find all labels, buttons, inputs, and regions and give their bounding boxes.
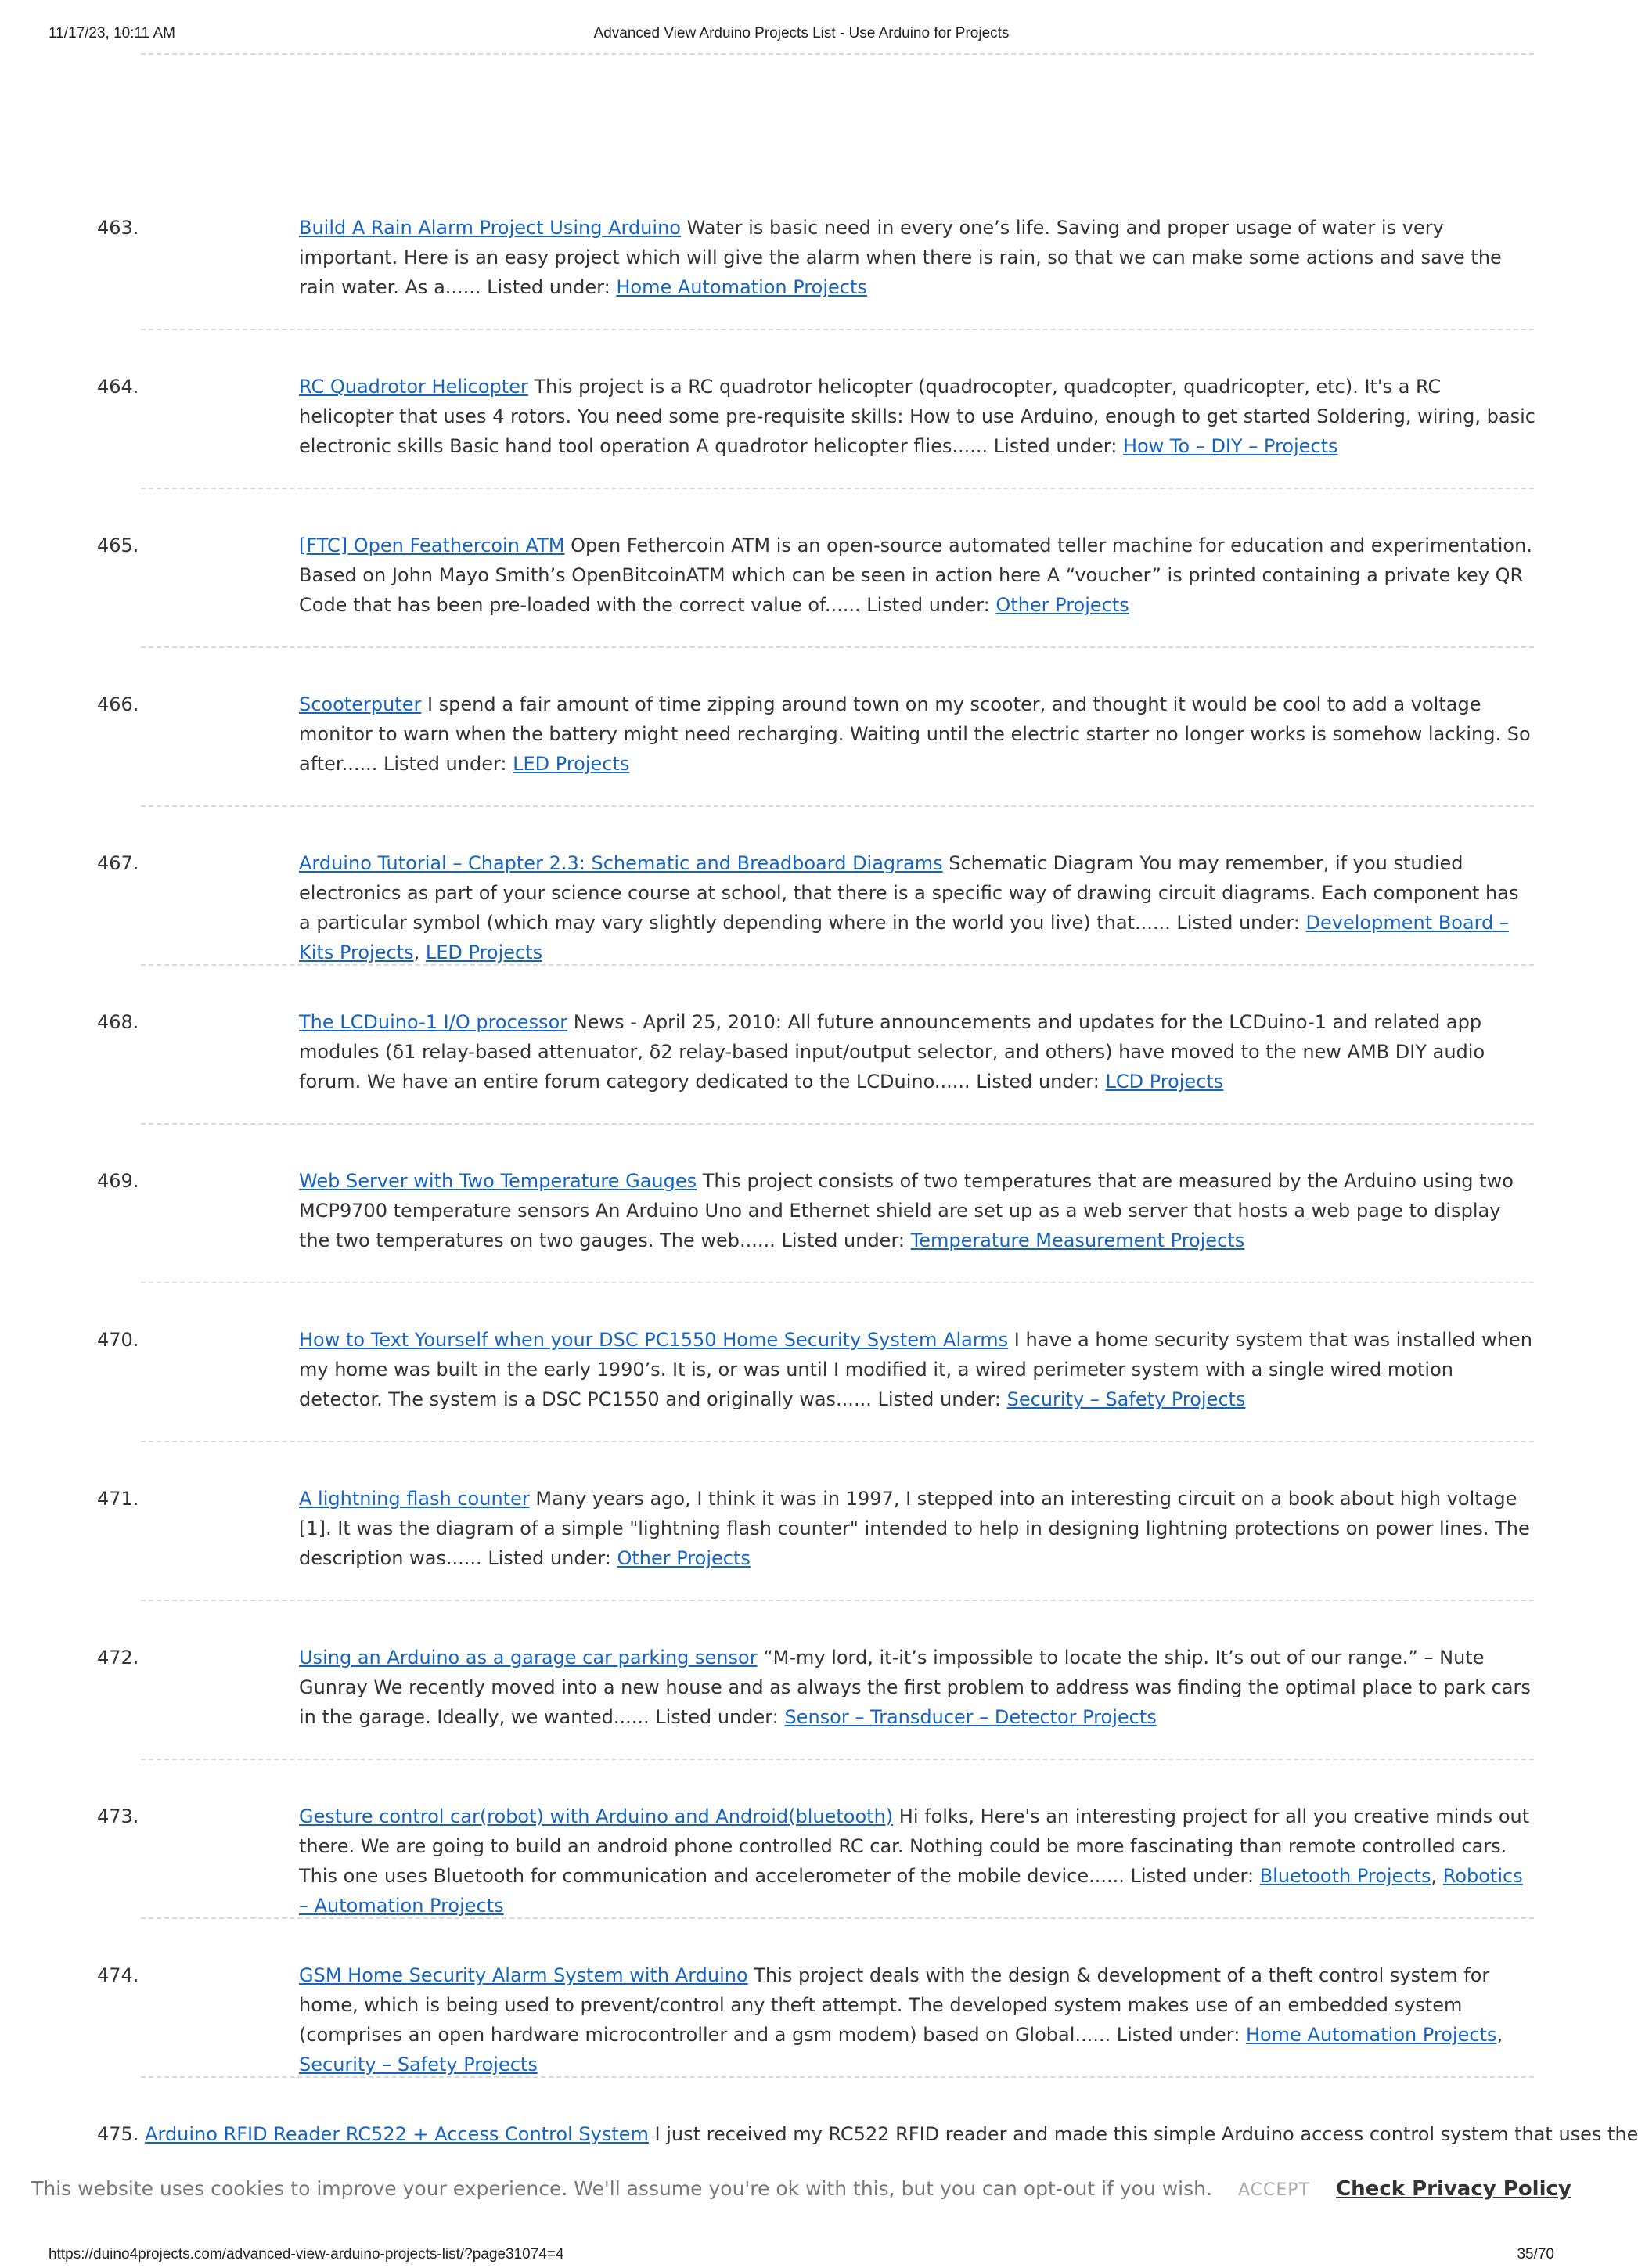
entry-excerpt: Water is basic need in every one’s life. Saving and proper usage of water is very important. Here is an easy project which will give the alarm when there is rain, so that we can make some actions and save the rain water. As a...... Listed under: xyxy=(299,217,1502,298)
entry-divider xyxy=(141,805,1534,807)
category-link[interactable]: How To – DIY – Projects xyxy=(1122,435,1338,457)
entry-divider xyxy=(141,1759,1534,1760)
project-title-link[interactable]: Using an Arduino as a garage car parking sensor xyxy=(299,1647,758,1669)
print-page-number: 35/70 xyxy=(1517,2246,1554,2263)
print-footer xyxy=(49,2246,1554,2265)
category-link[interactable]: Security – Safety Projects xyxy=(1006,1388,1246,1410)
print-page-title: Advanced View Arduino Projects List - Use Arduino for Projects xyxy=(593,25,1010,41)
project-title-link[interactable]: Web Server with Two Temperature Gauges xyxy=(299,1170,697,1192)
project-title-link[interactable]: RC Quadrotor Helicopter xyxy=(299,376,528,398)
entry-excerpt: News - April 25, 2010: All future announcements and updates for the LCDuino-1 and related app modules (δ1 relay-based attenuator, δ2 relay-based input/output selector, and others) have moved to the new AMB DIY audio forum. We have an entire forum category dedicated to the LCDuino...... Listed under: xyxy=(299,1011,1485,1093)
privacy-policy-link[interactable]: Check Privacy Policy xyxy=(1336,2177,1571,2201)
entry-excerpt: This project is a RC quadrotor helicopter (quadrocopter, quadcopter, quadricopter, etc). It's a RC helicopter that uses 4 rotors. You need some pre-requisite skills: How to use Arduino, enough to get started Soldering, wiring, basic electronic skills Basic hand tool operation A quadrotor helicopter flies...... Listed under: xyxy=(299,376,1535,457)
entry-number: 471. xyxy=(97,1488,139,1510)
entry-number: 473. xyxy=(97,1805,139,1827)
list-item xyxy=(0,531,1603,689)
entry-divider xyxy=(141,1917,1534,1919)
entry-excerpt: Hi folks, Here's an interesting project for all you creative minds out there. We are going to build an android phone controlled RC car. Nothing could be more fascinating than remote controlled cars. This one uses Bluetooth for communication and accelerometer of the mobile device...... Listed under: xyxy=(299,1805,1530,1887)
list-item xyxy=(0,1960,1603,2119)
entry-number: 467. xyxy=(97,852,139,874)
entry-body xyxy=(299,1960,1535,2079)
project-title-link[interactable]: Arduino Tutorial – Chapter 2.3: Schematic and Breadboard Diagrams xyxy=(299,852,943,874)
category-link[interactable]: Other Projects xyxy=(617,1547,751,1569)
entry-number: 472. xyxy=(97,1647,139,1669)
project-title-link[interactable]: GSM Home Security Alarm System with Arduino xyxy=(299,1964,748,1986)
entry-body xyxy=(299,1166,1535,1255)
category-link[interactable]: Security – Safety Projects xyxy=(299,2054,538,2075)
category-link[interactable]: Home Automation Projects xyxy=(616,276,867,298)
entry-excerpt: I just received my RC522 RFID reader and made this simple Arduino access control system that uses the xyxy=(648,2123,1638,2145)
project-title-link[interactable]: The LCDuino-1 I/O processor xyxy=(299,1011,568,1033)
entry-body xyxy=(299,1007,1535,1096)
category-separator: , xyxy=(1496,2024,1503,2046)
list-item xyxy=(0,848,1603,1007)
entry-divider xyxy=(141,1282,1534,1283)
entry-excerpt: Open Fethercoin ATM is an open-source automated teller machine for education and experimentation. Based on John Mayo Smith’s OpenBitcoinATM which can be seen in action here A “voucher” is printed containing a private key QR Code that has been pre-loaded with the correct value of...... Listed under: xyxy=(299,535,1532,616)
category-separator: , xyxy=(413,941,426,963)
entry-excerpt: I have a home security system that was installed when my home was built in the early 1990’s. It is, or was until I modified it, a wired perimeter system with a single wired motion detector. The system is a DSC PC1550 and originally was...... Listed under: xyxy=(299,1329,1532,1410)
entry-number: 466. xyxy=(97,693,139,715)
project-title-link[interactable]: How to Text Yourself when your DSC PC1550 Home Security System Alarms xyxy=(299,1329,1009,1351)
entry-excerpt: This project deals with the design & development of a theft control system for home, which is being used to prevent/control any theft attempt. The developed system makes use of an embedded system (comprises an open hardware microcontroller and a gsm modem) based on Global...... Listed under: xyxy=(299,1964,1490,2046)
print-header xyxy=(49,25,1554,49)
entry-number: 474. xyxy=(97,1964,139,1986)
entry-body xyxy=(299,1802,1535,1921)
entry-number: 465. xyxy=(97,535,139,556)
entry-divider xyxy=(141,488,1534,489)
entry-excerpt: Schematic Diagram You may remember, if you studied electronics as part of your science course at school, that there is a specific way of drawing circuit diagrams. Each component has a particular symbol (which may vary slightly depending where in the world you live) that...... Listed under: xyxy=(299,852,1519,934)
entry-excerpt: This project consists of two temperatures that are measured by the Arduino using two MCP9700 temperature sensors An Arduino Uno and Ethernet shield are set up as a web server that hosts a web page to display the two temperatures on two gauges. The web...... Listed under: xyxy=(299,1170,1514,1251)
entry-body xyxy=(299,1643,1535,1732)
entry-excerpt: I spend a fair amount of time zipping around town on my scooter, and thought it would be cool to add a voltage monitor to warn when the battery might need recharging. Waiting until the electric starter no longer works is somehow lacking. So after...... Listed under: xyxy=(299,693,1531,775)
entry-number: 463. xyxy=(97,217,139,239)
category-link[interactable]: Sensor – Transducer – Detector Projects xyxy=(784,1706,1157,1728)
category-link[interactable]: LED Projects xyxy=(425,941,543,963)
entry-body xyxy=(299,372,1535,461)
entry-body xyxy=(299,213,1535,302)
partial-entry xyxy=(97,2119,1638,2149)
entry-body xyxy=(299,689,1535,779)
project-title-link[interactable]: A lightning flash counter xyxy=(299,1488,530,1510)
project-title-link[interactable]: [FTC] Open Feathercoin ATM xyxy=(299,535,565,556)
entry-divider xyxy=(141,1441,1534,1442)
project-list xyxy=(0,213,1603,2119)
category-link[interactable]: LCD Projects xyxy=(1105,1071,1224,1093)
category-link[interactable]: Temperature Measurement Projects xyxy=(910,1229,1245,1251)
entry-divider xyxy=(141,1123,1534,1125)
entry-divider xyxy=(141,964,1534,966)
accept-button[interactable]: ACCEPT xyxy=(1238,2180,1310,2200)
top-divider xyxy=(141,53,1534,55)
entry-number: 470. xyxy=(97,1329,139,1351)
list-item xyxy=(0,689,1603,848)
entry-excerpt: Many years ago, I think it was in 1997, I stepped into an interesting circuit on a book about high voltage [1]. It was the diagram of a simple "lightning flash counter" intended to help in designing lightning protections on power lines. The description was...... Listed under: xyxy=(299,1488,1530,1569)
cookie-consent-bar xyxy=(0,2177,1603,2218)
list-item xyxy=(0,1802,1603,1960)
entry-excerpt: “M-my lord, it-it’s impossible to locate the ship. It’s out of our range.” – Nute Gunray We recently moved into a new house and as always the first problem to address was finding the optimal place to park cars in the garage. Ideally, we wanted...... Listed under: xyxy=(299,1647,1531,1728)
entry-number: 475. xyxy=(97,2123,139,2145)
list-item xyxy=(0,372,1603,531)
category-link[interactable]: Development Board – Kits Projects xyxy=(299,912,1509,963)
print-url: https://duino4projects.com/advanced-view-arduino-projects-list/?page31074=4 xyxy=(49,2246,564,2263)
entry-body xyxy=(299,1484,1535,1573)
entry-divider xyxy=(141,329,1534,330)
entry-divider xyxy=(141,2076,1534,2078)
entry-number: 469. xyxy=(97,1170,139,1192)
entry-body xyxy=(299,531,1535,620)
entry-body xyxy=(299,848,1535,967)
project-title-link[interactable]: Scooterputer xyxy=(299,693,422,715)
entry-divider xyxy=(141,1600,1534,1601)
list-item xyxy=(0,213,1603,372)
entry-body xyxy=(299,1325,1535,1414)
category-link[interactable]: Robotics – Automation Projects xyxy=(299,1865,1523,1917)
entry-number: 464. xyxy=(97,376,139,398)
category-link[interactable]: Other Projects xyxy=(995,594,1129,616)
project-title-link[interactable]: Arduino RFID Reader RC522 + Access Control System xyxy=(145,2123,649,2145)
project-title-link[interactable]: Build A Rain Alarm Project Using Arduino xyxy=(299,217,681,239)
category-link[interactable]: LED Projects xyxy=(513,753,630,775)
category-separator: , xyxy=(1431,1865,1443,1887)
project-title-link[interactable]: Gesture control car(robot) with Arduino and Android(bluetooth) xyxy=(299,1805,894,1827)
list-item xyxy=(0,1643,1603,1802)
cookie-message: This website uses cookies to improve your experience. We'll assume you're ok with this, but you can opt-out if you wish. xyxy=(31,2177,1212,2200)
list-item xyxy=(0,1325,1603,1484)
category-link[interactable]: Home Automation Projects xyxy=(1245,2024,1497,2046)
list-item xyxy=(0,1166,1603,1325)
list-item xyxy=(0,1484,1603,1643)
list-item xyxy=(0,1007,1603,1166)
entry-divider xyxy=(141,646,1534,648)
entry-number: 468. xyxy=(97,1011,139,1033)
category-link[interactable]: Bluetooth Projects xyxy=(1259,1865,1431,1887)
print-datetime: 11/17/23, 10:11 AM xyxy=(49,25,175,41)
